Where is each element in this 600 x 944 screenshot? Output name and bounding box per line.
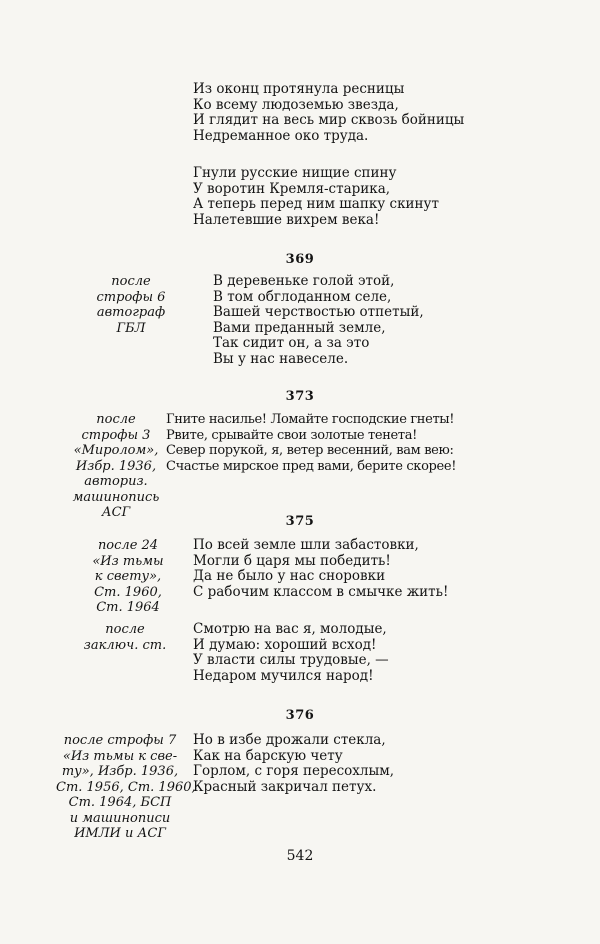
intro-stanza-2 — [193, 166, 439, 228]
variant-verse — [213, 274, 424, 367]
note-line: машинопись — [72, 489, 160, 505]
variant-verse — [193, 733, 394, 795]
note-line: авториз. — [84, 474, 148, 489]
note-line: автограф — [96, 305, 166, 320]
verse-line: Гните насилье! Ломайте господские гнеты! — [166, 412, 455, 427]
note-line: строфы 6 — [96, 289, 166, 305]
verse-line: Счастье мирское пред вами, берите скорее! — [166, 458, 457, 474]
note-line: Ст. 1960, — [94, 584, 162, 600]
verse-line: Ко всему людоземью звезда, — [193, 96, 399, 113]
verse-line: И глядит на весь мир сквозь бойницы — [193, 112, 465, 128]
note-line: Избр. 1936, — [75, 458, 157, 474]
note-line: Ст. 1956, Ст. 1960, — [56, 779, 196, 795]
section-number: 369 — [285, 252, 315, 267]
verse-line: Могли б царя мы победить! — [193, 552, 391, 569]
variant-verse — [193, 622, 389, 684]
verse-line: Так сидит он, а за это — [213, 335, 370, 351]
intro-stanza-1 — [193, 82, 464, 144]
variant-verse — [193, 538, 448, 600]
note-line: к свету», — [94, 569, 162, 584]
verse-line: По всей земле шли забастовки, — [193, 537, 419, 553]
note-line: «Миролом», — [73, 443, 159, 458]
note-line: строфы 3 — [81, 427, 151, 443]
variant-note — [78, 538, 178, 616]
verse-line: В том обглоданном селе, — [213, 288, 392, 305]
verse-line: Вашей черствостью отпетый, — [213, 304, 424, 320]
note-line: ту», Избр. 1936, — [61, 764, 179, 779]
verse-line: Недаром мучился народ! — [193, 667, 374, 684]
verse-line: Вами преданный земле, — [213, 319, 386, 336]
verse-line: Но в избе дрожали стекла, — [193, 732, 386, 748]
verse-line: В деревеньке голой этой, — [213, 273, 395, 289]
verse-line: Смотрю на вас я, молодые, — [193, 621, 387, 637]
note-line: и машинописи — [69, 810, 171, 826]
verse-line: Гнули русские нищие спину — [193, 165, 397, 181]
page-number: 542 — [286, 848, 314, 864]
note-line: ИМЛИ и АСГ — [74, 826, 166, 841]
variant-note — [56, 733, 196, 842]
verse-line: Налетевшие вихрем века! — [193, 211, 380, 228]
note-line: Ст. 1964, БСП — [68, 795, 172, 810]
verse-line: И думаю: хороший всход! — [193, 636, 377, 653]
note-line: после 24 — [97, 538, 159, 553]
verse-line: Из оконц протянула ресницы — [193, 81, 405, 97]
variant-verse — [166, 412, 456, 474]
section-number: 373 — [285, 389, 315, 404]
section-number: 376 — [285, 708, 315, 723]
note-line: «Из тьмы к све- — [62, 748, 178, 764]
verse-line: Вы у нас навеселе. — [213, 350, 349, 367]
note-line: после — [111, 274, 151, 289]
variant-note — [68, 412, 164, 521]
note-line: после — [96, 412, 136, 427]
note-line: ГБЛ — [116, 320, 146, 336]
verse-line: Как на барскую чету — [193, 747, 343, 764]
note-line: Ст. 1964 — [96, 600, 160, 615]
verse-line: Рвите, срывайте свои золотые тенета! — [166, 427, 417, 443]
verse-line: Красный закричал петух. — [193, 778, 377, 795]
verse-line: Недреманное око труда. — [193, 127, 369, 144]
verse-line: Да не было у нас сноровки — [193, 568, 386, 584]
note-line: после — [105, 622, 145, 637]
note-line: заключ. ст. — [83, 637, 167, 653]
note-line: АСГ — [101, 505, 131, 520]
verse-line: С рабочим классом в смычке жить! — [193, 583, 449, 600]
verse-line: Горлом, с горя пересохлым, — [193, 763, 395, 779]
note-line: «Из тьмы — [92, 553, 164, 569]
section-number: 375 — [285, 514, 315, 529]
variant-note — [88, 274, 174, 336]
verse-line: У воротин Кремля-старика, — [193, 180, 391, 197]
note-line: после строфы 7 — [63, 733, 177, 748]
verse-line: Север порукой, я, ветер весенний, вам вею: — [166, 443, 454, 458]
verse-line: У власти силы трудовые, — — [193, 652, 389, 668]
verse-line: А теперь перед ним шапку скинут — [193, 196, 439, 212]
variant-note — [70, 622, 180, 653]
